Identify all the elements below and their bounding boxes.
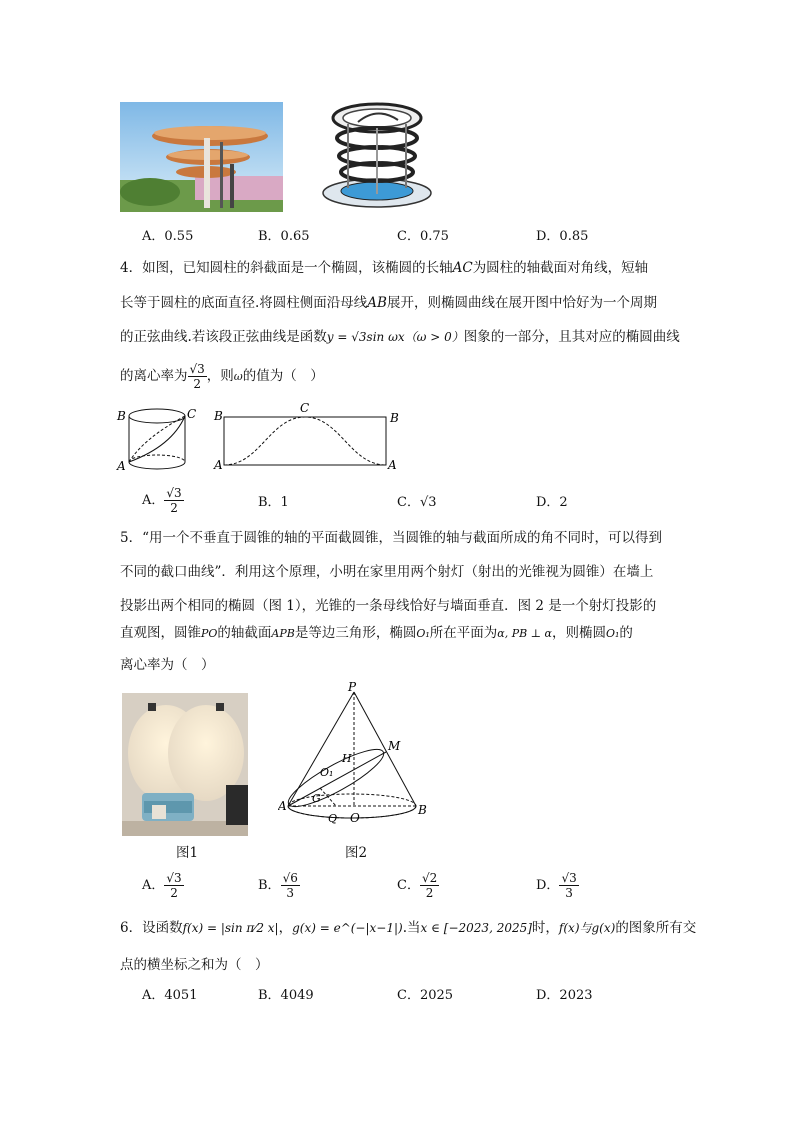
label-b: B	[390, 411, 399, 425]
q4-text: 展开，则椭圆曲线在展开图中恰好为一个周期	[386, 295, 657, 311]
q5-option-a	[142, 869, 184, 903]
q6-line-1	[120, 918, 696, 938]
tower-photo	[120, 102, 283, 212]
q5-option-b	[258, 869, 300, 903]
label-c: C	[300, 401, 310, 415]
q4-text: 为圆柱的轴截面对角线，短轴	[472, 260, 649, 276]
option-label: D．	[536, 878, 560, 893]
q4-option-d: D．2	[536, 495, 568, 510]
q3-option-c: C．0.75	[397, 229, 449, 244]
q4-var: AC	[452, 260, 473, 276]
q4-var: ω	[233, 370, 243, 383]
label-g: G	[312, 792, 321, 805]
fraction-denominator: 2	[193, 377, 201, 391]
fig2-caption: 图2	[345, 845, 368, 861]
fraction-denominator: 2	[425, 886, 434, 900]
q3-option-d: D．0.85	[536, 229, 589, 244]
label-o1: O₁	[320, 766, 334, 779]
q4-text: 的正弦曲线.若该段正弦曲线是函数	[120, 329, 327, 345]
q5-var: O₁	[416, 627, 430, 640]
q6-text: 时，	[531, 920, 559, 936]
q6-text: .当	[402, 920, 421, 936]
q5-line-3: 投影出两个相同的椭圆（图 1），光锥的一条母线恰好与墙面垂直．图 2 是一个射灯投影的	[120, 598, 657, 614]
q6-option-a: A．4051	[142, 988, 198, 1003]
fraction-numerator: √3	[561, 871, 577, 885]
label-a: A	[278, 799, 287, 813]
q5-text: 是等边三角形，椭圆	[294, 625, 417, 641]
q4-option-a	[142, 484, 184, 518]
label-c: C	[187, 407, 197, 421]
option-label: A．	[142, 878, 165, 893]
q4-formula: y = √3sin ωx（ω > 0）	[326, 330, 464, 344]
fraction-numerator: √3	[189, 362, 205, 376]
q5-option-d	[536, 869, 579, 903]
option-label: C．	[397, 878, 420, 893]
q5-line-5: 离心率为（ ）	[120, 657, 215, 673]
cylinder-diagram	[114, 402, 198, 478]
fig1-caption: 图1	[176, 845, 199, 861]
q6-text: ，	[278, 920, 293, 936]
q6-option-d: D．2023	[536, 988, 593, 1003]
option-fraction	[164, 871, 183, 900]
label-h: H	[342, 752, 352, 765]
label-q: Q	[328, 812, 338, 825]
q5-var: α, PB ⊥ α	[497, 627, 552, 640]
q4-line-1	[120, 258, 648, 278]
label-a: A	[117, 459, 126, 473]
q6-fg: f(x)与g(x)	[558, 921, 616, 935]
q4-line-4	[120, 360, 324, 393]
option-fraction	[164, 486, 183, 515]
q5-text: 的轴截面	[217, 625, 272, 641]
q4-text: 4．如图，已知圆柱的斜截面是一个椭圆，该椭圆的长轴	[120, 260, 453, 276]
q4-line-2	[120, 293, 657, 313]
fraction-denominator: 3	[565, 886, 573, 900]
fraction-numerator: √6	[282, 871, 298, 885]
q4-text: 长等于圆柱的底面直径.将圆柱侧面沿母线	[120, 295, 368, 311]
option-label: A．	[142, 493, 165, 508]
option-fraction	[420, 871, 439, 900]
q5-var: APB	[271, 627, 295, 640]
q5-var: O₁	[605, 627, 620, 640]
spotlight-room-photo	[122, 693, 248, 836]
cone-diagram	[278, 680, 438, 825]
q6-text: 6．设函数	[120, 920, 183, 936]
q5-line-4	[120, 623, 633, 644]
label-b: B	[214, 409, 223, 423]
q3-option-b: B．0.65	[258, 229, 310, 244]
label-m: M	[388, 739, 401, 753]
q6-domain: x ∈ [−2023, 2025]	[420, 921, 532, 935]
spiral-ramp-illustration	[318, 100, 436, 212]
option-fraction	[281, 871, 300, 900]
q4-line-3	[120, 327, 680, 347]
fraction-denominator: 2	[170, 501, 178, 515]
q5-text: 所在平面为	[429, 625, 498, 641]
fraction-denominator: 3	[286, 886, 295, 900]
q3-option-a: A．0.55	[142, 229, 194, 244]
q6-option-b: B．4049	[258, 988, 314, 1003]
q5-text: ，则椭圆	[551, 625, 606, 641]
q4-text: ，则	[206, 368, 234, 384]
q5-line-2: 不同的截口曲线”．利用这个原理，小明在家里用两个射灯（射出的光锥视为圆锥）在墙上	[120, 564, 654, 580]
q4-option-c: C．√3	[397, 495, 437, 510]
label-b: B	[117, 409, 126, 423]
label-o: O	[350, 811, 360, 825]
q4-text: 的值为（ ）	[242, 368, 324, 384]
label-a: A	[214, 458, 223, 472]
fraction-numerator: √2	[421, 871, 438, 885]
q6-formula-f: f(x) = |sin π⁄2 x|	[182, 921, 279, 935]
q5-text: 的	[619, 625, 633, 641]
eccentricity-fraction	[188, 362, 207, 391]
q5-text: 直观图，圆锥	[120, 625, 201, 641]
fraction-numerator: √3	[166, 486, 182, 500]
option-fraction	[559, 871, 578, 900]
q6-option-c: C．2025	[397, 988, 454, 1003]
fraction-numerator: √3	[166, 871, 182, 885]
fraction-denominator: 2	[170, 886, 178, 900]
q6-line-2: 点的横坐标之和为（ ）	[120, 957, 269, 973]
q5-option-c	[397, 869, 439, 903]
q4-var: AB	[367, 295, 387, 311]
unrolled-sine-diagram	[210, 400, 406, 478]
option-label: B．	[258, 878, 281, 893]
label-p: P	[348, 680, 357, 694]
label-b: B	[418, 803, 427, 817]
q5-var: PO	[201, 627, 218, 640]
q4-text: 的离心率为	[120, 368, 188, 384]
q5-line-1: 5．“用一个不垂直于圆锥的轴的平面截圆锥，当圆锥的轴与截面所成的角不同时，可以得到	[120, 530, 662, 546]
q6-text: 的图象所有交	[615, 920, 697, 936]
label-a: A	[388, 458, 397, 472]
q4-text: 图象的一部分，且其对应的椭圆曲线	[463, 329, 680, 345]
q6-formula-g: g(x) = e^(−|x−1|)	[292, 921, 403, 935]
q4-option-b: B．1	[258, 495, 289, 510]
